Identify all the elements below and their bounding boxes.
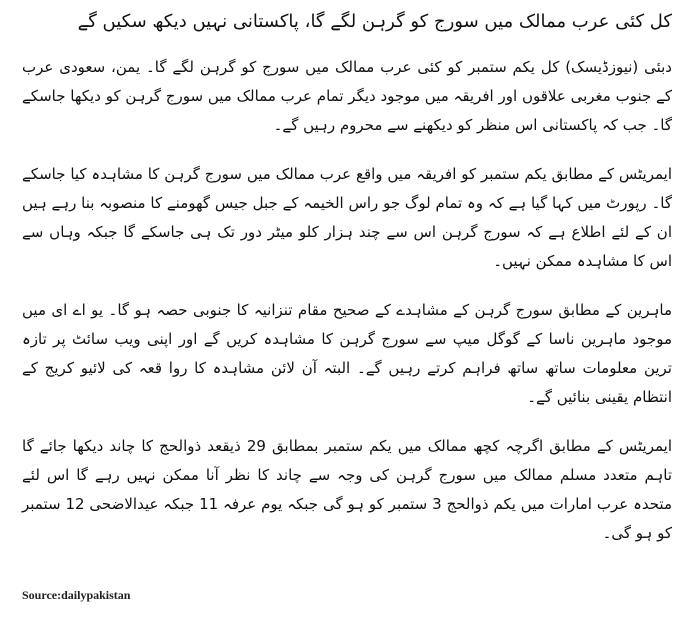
article-headline: کل کئی عرب ممالک میں سورج کو گرہن لگے گا، پاکستانی نہیں دیکھ سکیں گے [77, 11, 672, 32]
article-paragraph-3: ماہرین کے مطابق سورج گرہن کے مشاہدے کے صحیح مقام تنزانیہ کا جنوبی حصہ ہو گا۔ یو اے ای میں موجود ماہرین ناسا کے گوگل میپ سے سورج گرہن کا مشاہدہ کریں گے اور اپنی ویب سائٹ پر تازہ ترین معلومات ساتھ ساتھ فراہم کرتے رہیں گے۔ البتہ آن لائن مشاہدہ کا روا قعہ کی لائیو کریج کے انتظام یقینی بنائیں گے۔ [22, 301, 672, 406]
article-page [22, 8, 672, 613]
article-paragraph-4: ایمریٹس کے مطابق اگرچہ کچھ ممالک میں یکم ستمبر بمطابق 29 ذیقعد ذوالحج کا چاند دیکھا جائے گا تاہم متعدد مسلم ممالک میں سورج گرہن کی وجہ سے چاند کا نظر آنا ممکن نہیں رہے گا اس لئے متحدہ عرب امارات میں یکم ذوالحج 3 ستمبر کو ہو گی جبکہ یوم عرفہ 11 جبکہ عیدالاضحی 12 ستمبر کو ہو گی۔ [22, 437, 673, 542]
source-credit: Source:dailypakistan [22, 588, 131, 602]
article-paragraph-2: ایمریٹس کے مطابق یکم ستمبر کو افریقہ میں واقع عرب ممالک میں سورج گرہن کا مشاہدہ کیا جاسکے گا۔ رپورٹ میں کہا گیا ہے کہ وہ تمام لوگ جو راس الخیمہ کے جبل جیس گھومنے کا منصوبہ بنا رہے ہیں ان کے لئے اطلاع ہے کہ سورج گرہن اس سے چند ہزار کلو میٹر دور تک ہی جاسکے گا جبکہ وہاں سے اس کا مشاہدہ ممکن نہیں۔ [22, 165, 672, 270]
article-body [22, 53, 672, 548]
article-paragraph-1: دبئی (نیوزڈیسک) کل یکم ستمبر کو کئی عرب ممالک میں سورج کو گرہن لگے گا۔ یمن، سعودی عرب کے جنوب مغربی علاقوں اور افریقہ میں موجود دیگر تمام عرب ممالک میں سورج گرہن کو دیکھا جاسکے گا۔ جب کہ پاکستانی اس منظر کو دیکھنے سے محروم رہیں گے۔ [22, 58, 672, 134]
